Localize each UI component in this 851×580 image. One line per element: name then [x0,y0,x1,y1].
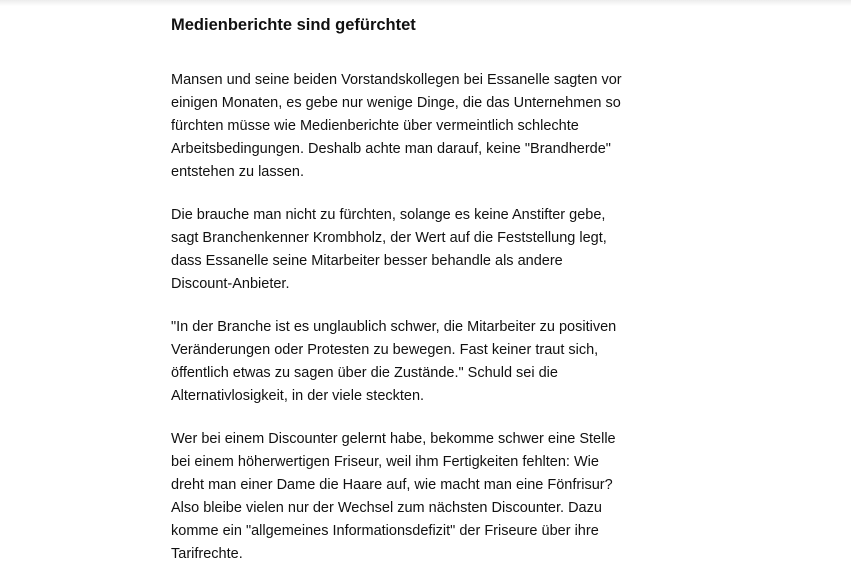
paragraph-1 [171,69,641,184]
text-line: fürchten müsse wie Medienberichte über vermeintlich schlechte [171,118,579,134]
text-line: Alternativlosigkeit, in der viele steckten. [171,388,425,404]
paragraph-3 [171,316,641,408]
text-line: einigen Monaten, es gebe nur wenige Dinge, die das Unternehmen so [171,95,621,111]
text-line: Discount-Anbieter. [171,276,290,292]
text-line: Wer bei einem Discounter gelernt habe, bekomme schwer eine Stelle [171,431,616,447]
text-line: sagt Branchenkenner Krombholz, der Wert auf die Feststellung legt, [171,230,607,246]
text-line: dass Essanelle seine Mitarbeiter besser behandle als andere [171,253,563,269]
text-line: komme ein "allgemeines Informationsdefizit" der Friseure über ihre [171,523,599,539]
text-line: dreht man einer Dame die Haare auf, wie macht man eine Fönfrisur? [171,477,613,493]
text-line: Die brauche man nicht zu fürchten, solange es keine Anstifter gebe, [171,207,606,223]
text-line: Tarifrechte. [171,546,243,562]
text-line: Veränderungen oder Protesten zu bewegen. Fast keiner traut sich, [171,342,599,358]
text-line: entstehen zu lassen. [171,164,305,180]
text-line: Also bleibe vielen nur der Wechsel zum nächsten Discounter. Dazu [171,500,602,516]
text-line: "In der Branche ist es unglaublich schwer, die Mitarbeiter zu positiven [171,319,617,335]
text-line: Arbeitsbedingungen. Deshalb achte man darauf, keine "Brandherde" [171,141,611,157]
text-line: öffentlich etwas zu sagen über die Zustände." Schuld sei die [171,365,558,381]
paragraph-4 [171,428,641,566]
article-headline: Medienberichte sind gefürchtet [171,16,416,34]
article [171,14,641,580]
text-line: Mansen und seine beiden Vorstandskollegen bei Essanelle sagten vor [171,72,622,88]
text-line: bei einem höherwertigen Friseur, weil ihm Fertigkeiten fehlten: Wie [171,454,599,470]
paragraph-2 [171,204,641,296]
top-edge-shadow [0,0,851,6]
